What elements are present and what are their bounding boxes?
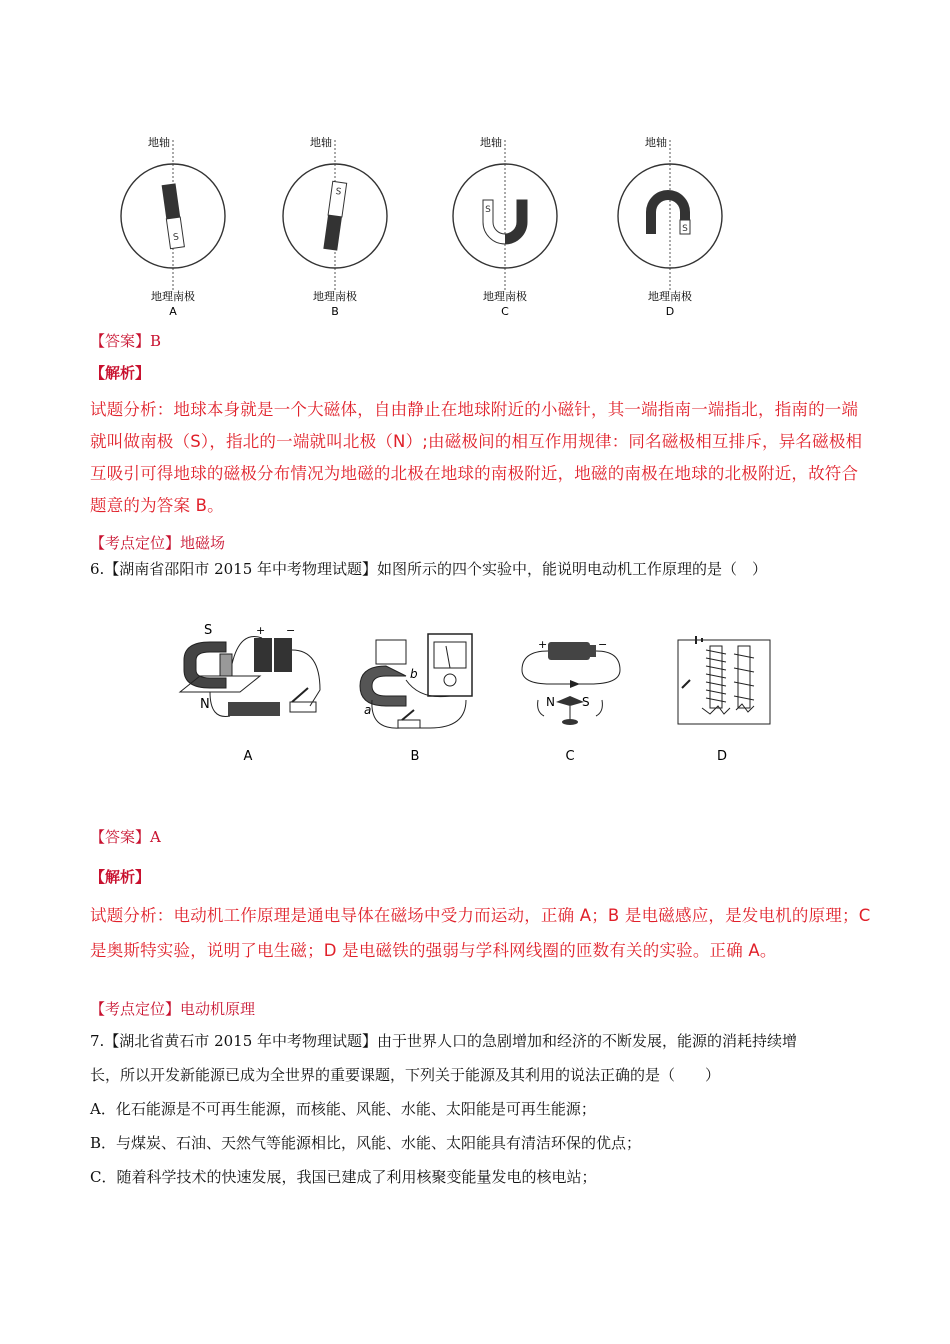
q5-option-letter: D	[665, 305, 675, 318]
q6-option-letter: B	[410, 749, 420, 764]
q5-analysis-tag: 【解析】	[90, 364, 151, 382]
q6-knowledge-point	[90, 998, 255, 1019]
q6-option-letter: D	[716, 749, 728, 764]
battery-sign: +	[256, 624, 266, 637]
q6-answer	[90, 826, 161, 847]
point-tag: 【考点定位】	[90, 534, 181, 552]
q6-analysis-line: 试题分析：电动机工作原理是通电导体在磁场中受力而运动，正确 A；B 是电磁感应，是发电机的原理；C	[90, 906, 871, 925]
q7-question-line: 7.【湖北省黄石市 2015 年中考物理试题】由于世界人口的急剧增加和经济的不断发展，能源的消耗持续增	[90, 1032, 798, 1050]
q5-option-b-diagram	[283, 135, 387, 318]
q5-option-letter: A	[169, 305, 177, 318]
q5-axis-label: 地轴	[148, 136, 170, 149]
q5-axis-label: 地轴	[645, 136, 667, 149]
pole-label: S	[172, 232, 180, 244]
q6-figure	[170, 610, 790, 770]
magnet-pole: S	[204, 623, 213, 638]
answer-value: A	[150, 828, 161, 846]
pole-label: S	[682, 224, 688, 234]
q6-analysis-line: 是奥斯特实验，说明了电生磁；D 是电磁铁的强弱与学科网线圈的匝数有关的实验。正确 A。	[90, 941, 777, 960]
q6-option-b-diagram	[360, 634, 472, 764]
q7-option-a: A．化石能源是不可再生能源，而核能、风能、水能、太阳能是可再生能源；	[90, 1100, 596, 1118]
q5-option-d-diagram	[618, 135, 722, 318]
q5-analysis-line: 互吸引可得地球的磁极分布情况为地磁的北极在地球的南极附近，地磁的南极在地球的北极附近，故符合	[90, 464, 859, 483]
point-value: 地磁场	[180, 534, 226, 552]
magnet-pole: N	[200, 697, 210, 712]
q5-knowledge-point	[90, 532, 225, 553]
q6-option-letter: C	[565, 749, 575, 764]
q7-option-c: C．随着科学技术的快速发展，我国已建成了利用核聚变能量发电的核电站；	[90, 1168, 597, 1186]
battery-sign: −	[286, 624, 296, 637]
answer-tag: 【答案】	[90, 828, 151, 846]
q6-option-letter: A	[243, 749, 253, 764]
q6-option-c-diagram	[522, 638, 620, 764]
q5-analysis-line: 就叫做南极（S），指北的一端就叫北极（N）;由磁极间的相互作用规律：同名磁极相互排斥，异名磁极相	[90, 432, 863, 451]
battery-sign: +	[538, 638, 548, 651]
q7-question-line: 长，所以开发新能源已成为全世界的重要课题，下列关于能源及其利用的说法正确的是（ ）	[90, 1066, 721, 1084]
q6-analysis-tag: 【解析】	[90, 868, 151, 886]
q5-option-a-diagram	[121, 135, 225, 318]
answer-value: B	[150, 332, 162, 350]
pole-label: S	[485, 205, 491, 215]
q5-analysis-line: 题意的为答案 B。	[90, 496, 224, 515]
q5-pole-label: 地理南极	[313, 290, 357, 303]
wire-label: b	[410, 667, 418, 681]
q5-analysis-line: 试题分析：地球本身就是一个大磁体，自由静止在地球附近的小磁针，其一端指南一端指北，指南的一端	[90, 400, 859, 419]
q5-pole-label: 地理南极	[483, 290, 527, 303]
q5-pole-label: 地理南极	[151, 290, 195, 303]
q5-axis-label: 地轴	[480, 136, 502, 149]
point-tag: 【考点定位】	[90, 1000, 181, 1018]
q6-option-a-diagram	[180, 623, 320, 764]
q6-question: 6.【湖南省邵阳市 2015 年中考物理试题】如图所示的四个实验中，能说明电动机工作原理的是（ ）	[90, 560, 768, 578]
needle-pole: S	[582, 695, 590, 709]
q6-option-d-diagram	[678, 636, 770, 764]
q5-figure	[110, 130, 750, 322]
pole-label: S	[334, 186, 342, 198]
wire-label: a	[364, 703, 372, 717]
needle-pole: N	[546, 695, 555, 709]
answer-tag: 【答案】	[90, 332, 151, 350]
q5-option-letter: C	[501, 305, 509, 318]
point-value: 电动机原理	[180, 1000, 256, 1018]
q5-pole-label: 地理南极	[648, 290, 692, 303]
battery-sign: −	[598, 638, 608, 651]
q5-option-c-diagram	[453, 135, 557, 318]
q7-option-b: B．与煤炭、石油、天然气等能源相比，风能、水能、太阳能具有清洁环保的优点；	[90, 1134, 642, 1152]
q5-axis-label: 地轴	[310, 136, 332, 149]
q5-answer	[90, 330, 161, 351]
q5-option-letter: B	[331, 305, 339, 318]
